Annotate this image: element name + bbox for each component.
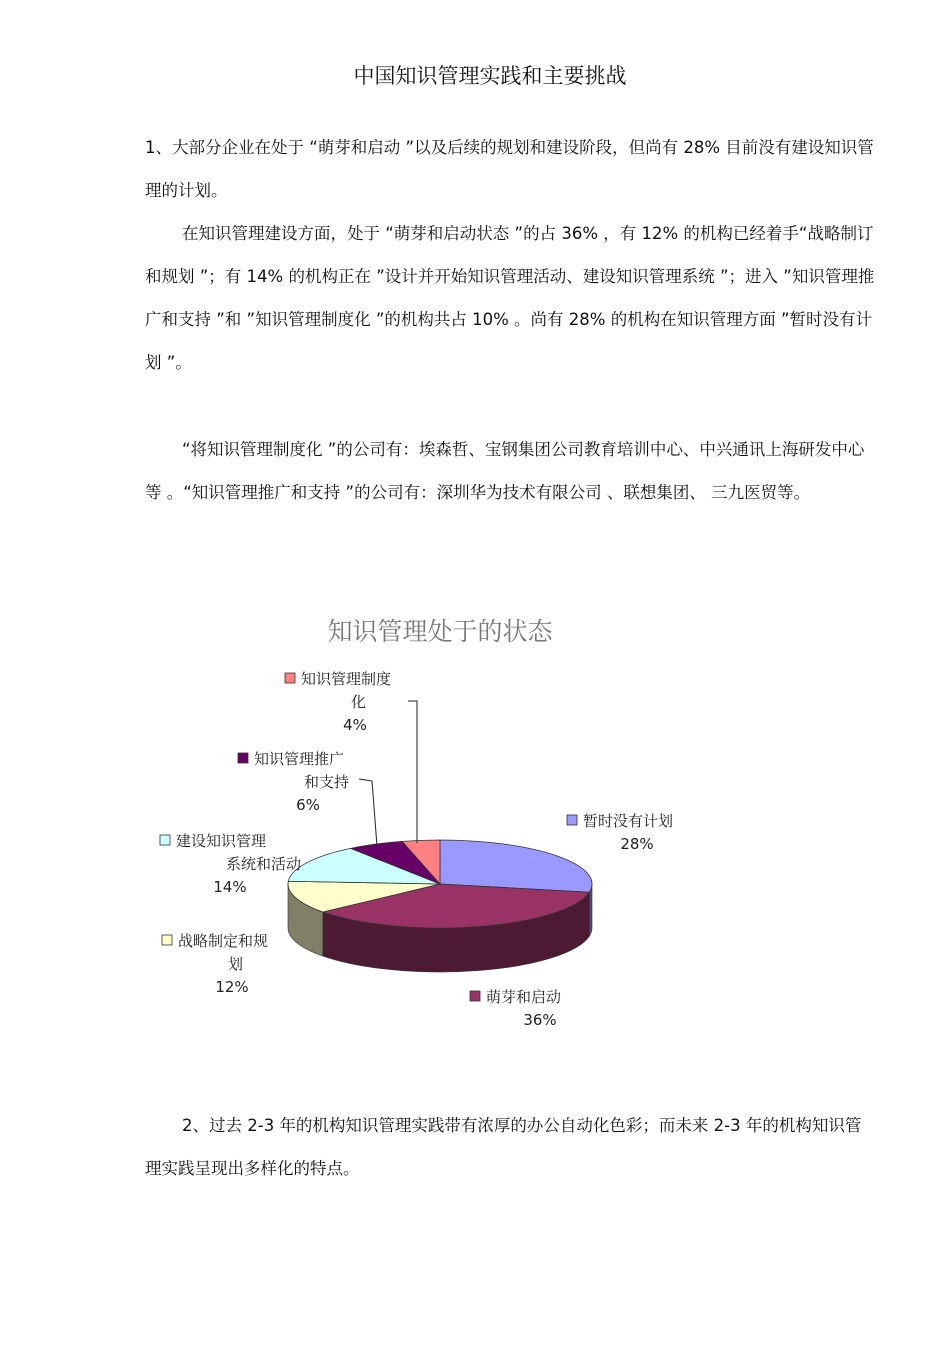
legend-text-5-0: 知识管理制度 — [301, 670, 392, 688]
legend-text-2-1: 划 — [228, 955, 244, 973]
legend-text-3-1: 系统和活动 — [226, 855, 302, 873]
paragraph-4: 2、过去 2-3 年的机构知识管理实践带有浓厚的办公自动化色彩；而未来 2-3 年的机构知识管理实践呈现出多样化的特点。 — [145, 1116, 862, 1178]
paragraph-1: 1、大部分企业在处于 “萌芽和启动 ”以及后续的规划和建设阶段，但尚有 28% 目前没有建设知识管理的计划。 — [145, 138, 874, 200]
legend-pct-2: 12% — [215, 978, 249, 996]
legend-label-0 — [567, 812, 673, 853]
legend-pct-0: 28% — [620, 835, 654, 853]
paragraph-2: 在知识管理建设方面，处于 “萌芽和启动状态 ”的占 36% ，有 12% 的机构已经着手“战略制订和规划 ”；有 14% 的机构正在 ”设计并开始知识管理活动、建设知识管理系统 ”；进入 ”知识管理推广和支持 ”和 ”知识管理制度化 ”的机构共占 10% 。尚有 28% 的机构在知识管理方面 ”暂时没有计划 ”。 — [145, 224, 875, 372]
pie-chart — [140, 600, 700, 1040]
legend-text-0-0: 暂时没有计划 — [583, 812, 674, 830]
legend-label-2 — [162, 932, 268, 996]
legend-text-4-0: 知识管理推广 — [254, 750, 345, 768]
legend-label-1 — [470, 988, 561, 1029]
legend-text-3-0: 建设知识管理 — [176, 832, 267, 850]
chart-title: 知识管理处于的状态 — [327, 617, 553, 646]
legend-pct-5: 4% — [343, 716, 367, 734]
legend-pct-4: 6% — [296, 796, 320, 814]
legend-swatch-2 — [162, 935, 172, 945]
leader-line-5 — [408, 701, 417, 843]
legend-text-5-1: 化 — [351, 693, 367, 711]
legend-label-3 — [160, 832, 301, 896]
legend-text-4-1: 和支持 — [304, 773, 350, 791]
legend-pct-3: 14% — [213, 878, 247, 896]
legend-label-5 — [285, 670, 391, 734]
document-title: 中国知识管理实践和主要挑战 — [353, 64, 627, 88]
legend-swatch-3 — [160, 835, 170, 845]
legend-swatch-0 — [567, 815, 577, 825]
legend-text-2-0: 战略制定和规 — [178, 932, 269, 950]
legend-pct-1: 36% — [523, 1011, 557, 1029]
legend-label-4 — [238, 750, 349, 814]
legend-text-1-0: 萌芽和启动 — [486, 988, 562, 1006]
leader-line-4 — [359, 779, 377, 846]
paragraph-3: “将知识管理制度化 ”的公司有：埃森哲、宝钢集团公司教育培训中心、中兴通讯上海研发中心等 。“知识管理推广和支持 ”的公司有：深圳华为技术有限公司 、联想集团、 三九医贸等。 — [145, 440, 865, 502]
pie-slice-0 — [440, 840, 592, 892]
legend-swatch-4 — [238, 753, 248, 763]
legend-swatch-1 — [470, 991, 480, 1001]
legend-swatch-5 — [285, 673, 295, 683]
